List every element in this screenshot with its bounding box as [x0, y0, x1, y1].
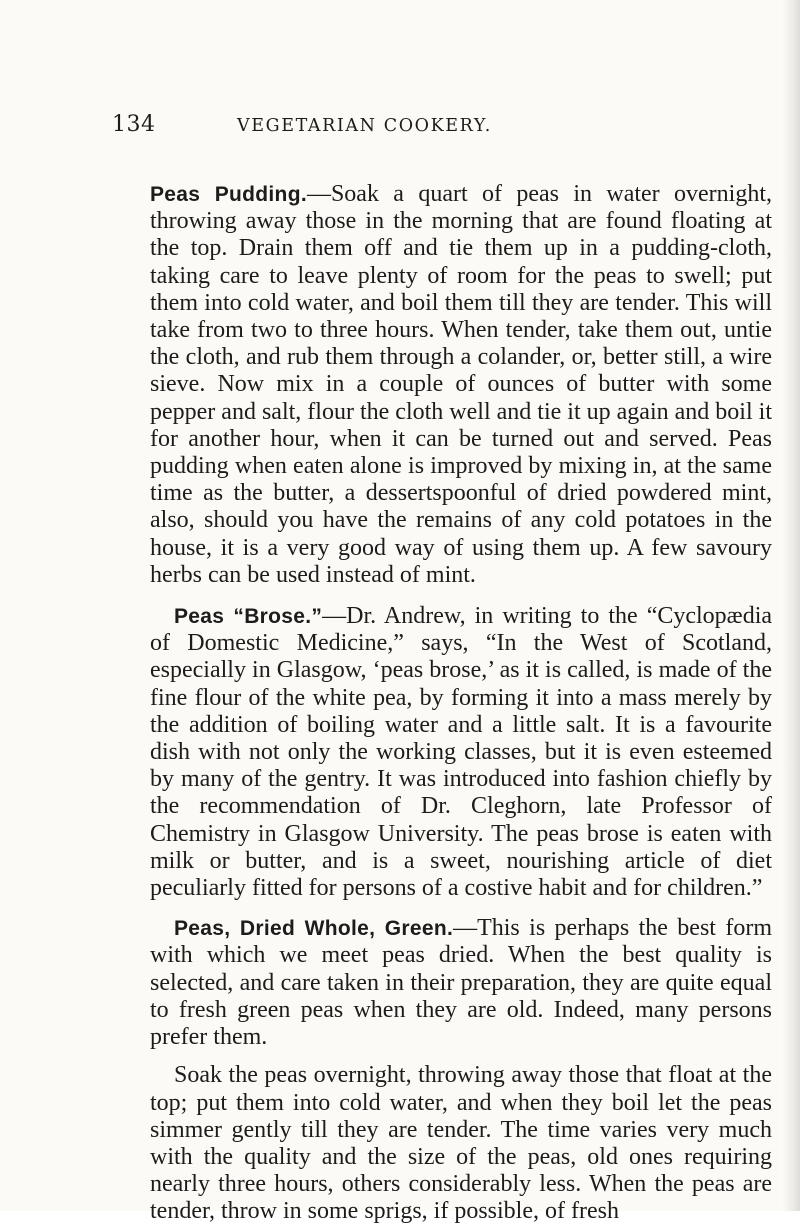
- paragraph-text: —Dr. Andrew, in writing to the “Cyclopædia of Domestic Medicine,” says, “In the West of Scotland, especially in Glasgow, ‘peas brose,’ as it is called, is made of the fine flour of the white pea, by forming it into a mass merely by the addition of boiling water and a little salt. It is a favourite dish with not only the working classes, but it is even esteemed by many of the gentry. It was introduced into fashion chiefly by the recommendation of Dr. Cleghorn, late Professor of Chemistry in Glasgow University. The peas brose is eaten with milk or butter, and is a sweet, nourishing article of diet peculiarly fitted for persons of a costive habit and for children.”: [150, 603, 773, 902]
- running-head: VEGETARIAN COOKERY.: [237, 116, 492, 136]
- recipe-heading: Peas “Brose.”: [174, 605, 323, 629]
- paragraph-text: —Soak a quart of peas in water overnight, throwing away those in the morning that are found floating at the top. Drain them off and tie them up in a pudding-cloth, taking care to leave plenty of room for the peas to swell; put them into cold water, and boil them till they are tender. This will take from two to three hours. When tender, take them out, untie the cloth, and rub them through a colander, or, better still, a wire sieve. Now mix in a couple of ounces of butter with some pepper and salt, flour the cloth well and tie it up again and boil it for another hour, when it can be turned out and served. Peas pudding when eaten alone is improved by mixing in, at the same time as the butter, a dessertspoonful of dried powdered mint, also, should you have the remains of any cold potatoes in the house, it is a very good way of using them up. A few savoury herbs can be used instead of mint.: [150, 181, 773, 588]
- paragraph-peas-brose: [150, 603, 772, 902]
- paragraph-peas-pudding: [150, 181, 772, 589]
- paragraph-peas-dried-whole-green: [150, 915, 772, 1051]
- body-text: [150, 181, 772, 1226]
- page-header: [0, 112, 800, 152]
- recipe-heading: Peas, Dried Whole, Green.: [174, 917, 454, 941]
- recipe-heading: Peas Pudding.: [150, 183, 307, 206]
- page-edge-shadow: [782, 0, 800, 1211]
- paragraph-soak-instructions: [150, 1062, 772, 1225]
- paragraph-text: —This is perhaps the best form with which we meet peas dried. When the best quality is selected, and care taken in their preparation, they are quite equal to fresh green peas when they are old. Indeed, many persons prefer them.: [150, 915, 772, 1051]
- page-number: 134: [112, 112, 156, 137]
- paragraph-text: Soak the peas overnight, throwing away those that float at the top; put them into cold water, and when they boil let the peas simmer gently till they are tender. The time varies very much with the quality and the size of the peas, old ones requiring nearly three hours, others considerably less. When the peas are tender, throw in some sprigs, if possible, of fresh: [150, 1062, 772, 1225]
